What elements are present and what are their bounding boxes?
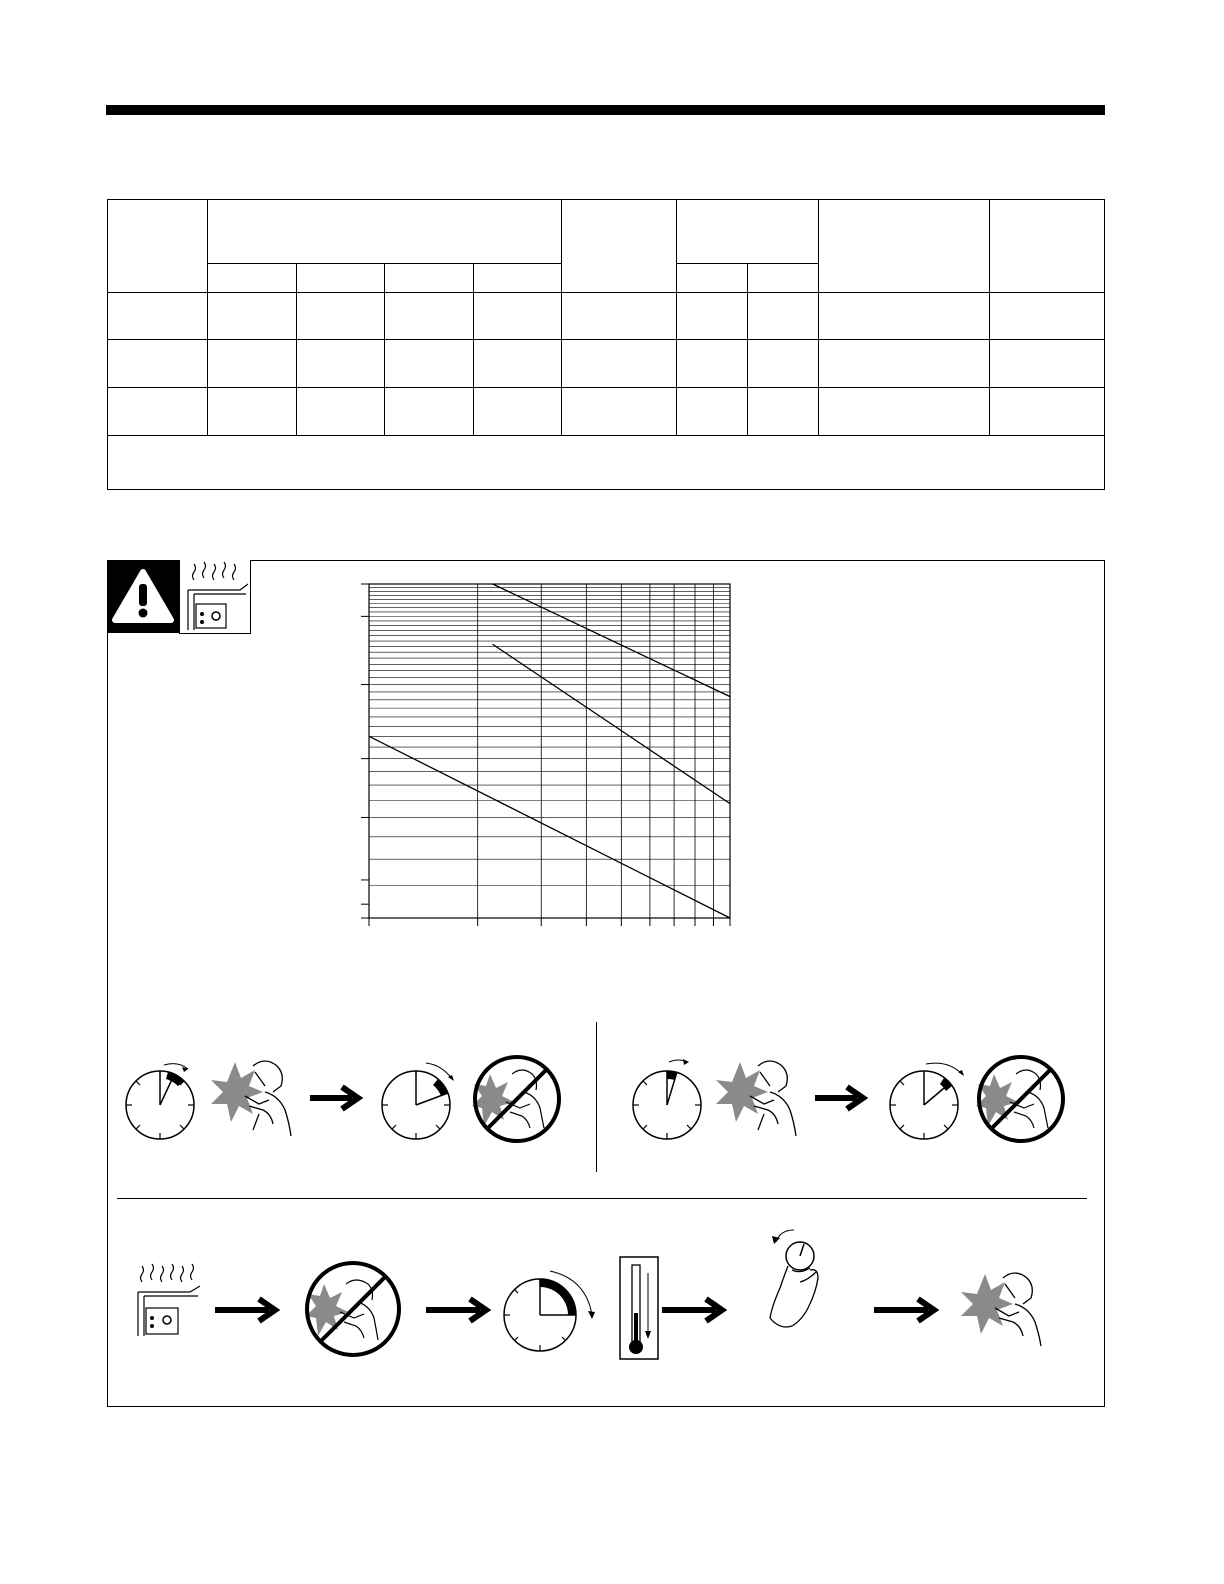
chart-grid <box>361 584 730 926</box>
right-arrow-icon <box>813 1084 869 1112</box>
top-rule <box>106 105 1105 115</box>
right-arrow-icon <box>660 1295 730 1325</box>
right-arrow-icon <box>213 1295 283 1325</box>
no-welding-icon <box>302 1258 404 1360</box>
header-cell <box>208 200 562 264</box>
series-line-middle <box>493 644 730 803</box>
warning-triangle-icon <box>107 560 179 633</box>
clock-icon <box>884 1048 974 1143</box>
duty-cycle-chart <box>350 578 750 938</box>
right-arrow-icon <box>308 1084 364 1112</box>
no-welding-icon <box>974 1052 1069 1147</box>
series-line-upper <box>493 584 730 697</box>
thermometer-icon <box>616 1255 662 1363</box>
right-arrow-icon <box>424 1295 494 1325</box>
clock-icon <box>627 1050 709 1145</box>
right-arrow-icon <box>872 1295 942 1325</box>
specifications-table <box>107 199 1105 490</box>
series-line-lower <box>369 736 730 918</box>
subheader-cell <box>677 264 748 293</box>
chart-lines <box>369 584 730 918</box>
table-row <box>108 340 1105 388</box>
welder-icon <box>955 1264 1050 1349</box>
subheader-cell <box>208 264 297 293</box>
header-cell <box>819 200 990 293</box>
overheated-unit-icon <box>179 560 251 634</box>
header-cell <box>677 200 819 264</box>
header-cell <box>108 200 208 293</box>
subheader-cell <box>297 264 385 293</box>
table-row <box>108 293 1105 340</box>
clock-icon <box>376 1055 466 1145</box>
clock-icon <box>498 1265 608 1360</box>
subheader-cell <box>748 264 819 293</box>
subheader-cell <box>474 264 562 293</box>
table-note-row <box>108 436 1105 490</box>
subheader-cell <box>385 264 474 293</box>
header-cell <box>990 200 1105 293</box>
welder-icon <box>205 1052 300 1142</box>
welder-icon <box>710 1052 805 1142</box>
overheated-unit-icon <box>132 1262 204 1338</box>
chart-frame <box>369 584 730 918</box>
adjust-knob-icon <box>764 1226 839 1330</box>
clock-icon <box>120 1055 202 1145</box>
horizontal-divider <box>117 1198 1087 1199</box>
vertical-divider <box>596 1022 597 1172</box>
warning-block <box>107 560 179 633</box>
table-row <box>108 388 1105 436</box>
header-cell <box>562 200 677 293</box>
no-welding-icon <box>470 1052 565 1147</box>
